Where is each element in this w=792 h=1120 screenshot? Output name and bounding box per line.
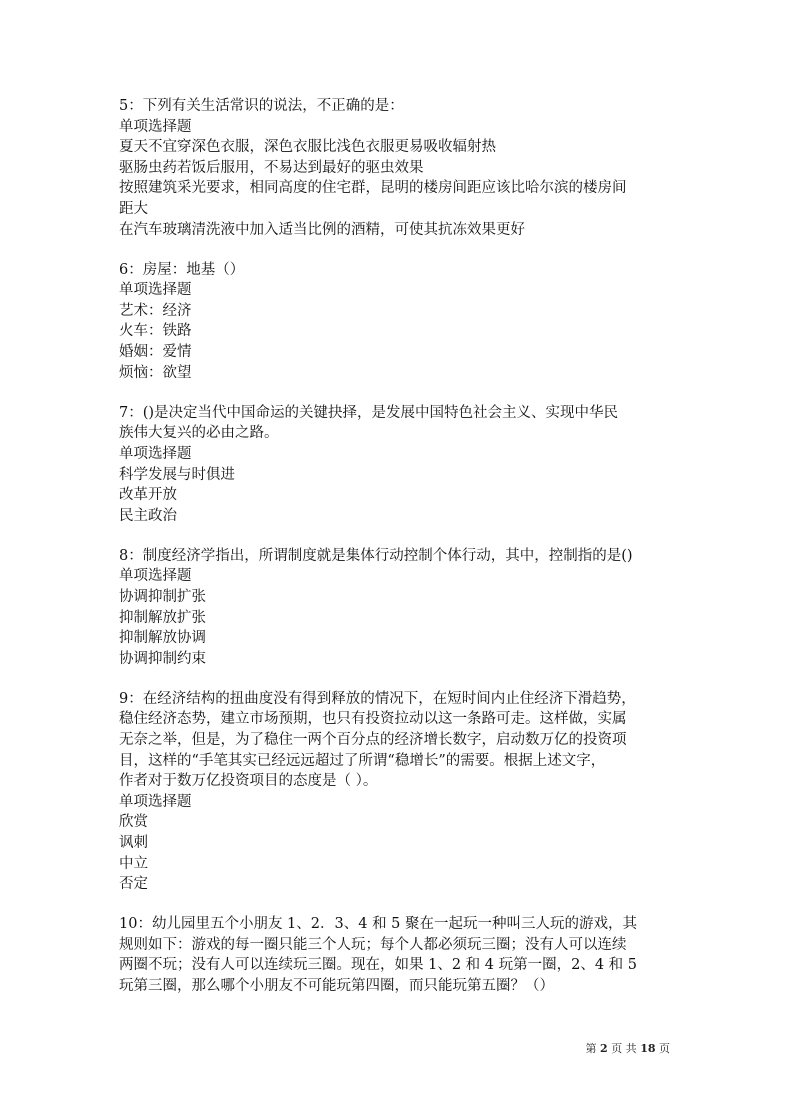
question-type: 单项选择题 xyxy=(119,118,192,135)
question-stem-continued: 目，这样的“手笔其实已经远远超过了所谓“稳增长”的需要。根据上述文字， xyxy=(119,752,606,769)
question-stem-continued: 族伟大复兴的必由之路。 xyxy=(119,425,279,442)
option-d: 烦恼：欲望 xyxy=(119,364,192,381)
footer-prefix: 第 xyxy=(585,1042,597,1055)
option-a: 艺术：经济 xyxy=(119,302,192,319)
option-a: 科学发展与时俱进 xyxy=(119,466,235,483)
option-b: 抑制解放扩张 xyxy=(119,609,206,626)
option-c: 民主政治 xyxy=(119,507,177,524)
question-7 xyxy=(119,403,675,527)
question-5 xyxy=(119,96,675,240)
option-c: 婚姻：爱情 xyxy=(119,344,192,361)
question-type: 单项选择题 xyxy=(119,568,192,585)
option-a: 协调抑制扩张 xyxy=(119,588,206,605)
question-stem-continued: 作者对于数万亿投资项目的态度是（ ）。 xyxy=(119,773,378,790)
question-stem: 9：在经济结构的扭曲度没有得到释放的情况下，在短时间内止住经济下滑趋势， xyxy=(119,690,636,707)
question-9 xyxy=(119,689,675,895)
question-type: 单项选择题 xyxy=(119,282,192,299)
question-8 xyxy=(119,546,675,670)
question-10 xyxy=(119,914,675,996)
option-b: 改革开放 xyxy=(119,487,177,504)
option-c: 按照建筑采光要求，相同高度的住宅群，昆明的楼房间距应该比哈尔滨的楼房间 xyxy=(119,180,627,197)
option-d: 否定 xyxy=(119,876,148,893)
question-stem: 10：幼儿园里五个小朋友 1、2．3、4 和 5 聚在一起玩一种叫三人玩的游戏，其 xyxy=(119,916,638,933)
question-stem-continued: 无奈之举，但是，为了稳住一两个百分点的经济增长数字，启动数万亿的投资项 xyxy=(119,732,627,749)
footer-middle: 页 共 xyxy=(611,1042,637,1055)
option-a: 欣赏 xyxy=(119,814,148,831)
question-type: 单项选择题 xyxy=(119,445,192,462)
question-stem: 8：制度经济学指出，所谓制度就是集体行动控制个体行动，其中，控制指的是() xyxy=(119,547,633,564)
total-page-count: 18 xyxy=(640,1042,656,1055)
footer-suffix: 页 xyxy=(659,1042,670,1055)
question-stem-continued: 规则如下：游戏的每一圈只能三个人玩；每个人都必须玩三圈；没有人可以连续 xyxy=(119,936,627,953)
question-list xyxy=(119,96,675,1016)
question-stem-continued: 稳住经济态势，建立市场预期，也只有投资拉动以这一条路可走。这样做，实属 xyxy=(119,711,627,728)
question-type: 单项选择题 xyxy=(119,793,192,810)
option-b: 讽刺 xyxy=(119,835,148,851)
current-page-number: 2 xyxy=(600,1042,608,1055)
option-c-continued: 距大 xyxy=(119,200,148,217)
option-d: 在汽车玻璃清洗液中加入适当比例的酒精，可使其抗冻效果更好 xyxy=(119,221,525,238)
page-footer xyxy=(586,1040,670,1056)
question-stem-continued: 玩第三圈，那么哪个小朋友不可能玩第四圈，而只能玩第五圈？（） xyxy=(119,978,554,995)
option-c: 中立 xyxy=(119,855,148,872)
question-stem: 7：()是决定当代中国命运的关键抉择，是发展中国特色社会主义、实现中华民 xyxy=(119,404,619,421)
option-d: 协调抑制约束 xyxy=(119,650,206,667)
question-stem: 6：房屋：地基（） xyxy=(119,261,245,278)
question-6 xyxy=(119,260,675,384)
option-c: 抑制解放协调 xyxy=(119,630,206,647)
option-a: 夏天不宜穿深色衣服，深色衣服比浅色衣服更易吸收辐射热 xyxy=(119,139,496,156)
question-stem: 5：下列有关生活常识的说法，不正确的是： xyxy=(119,98,404,114)
question-stem-continued: 两圈不玩；没有人可以连续玩三圈。现在，如果 1、2 和 4 玩第一圈，2、4 和 5 xyxy=(119,957,638,974)
option-b: 火车：铁路 xyxy=(119,323,192,340)
option-b: 驱肠虫药若饭后服用，不易达到最好的驱虫效果 xyxy=(119,159,424,176)
